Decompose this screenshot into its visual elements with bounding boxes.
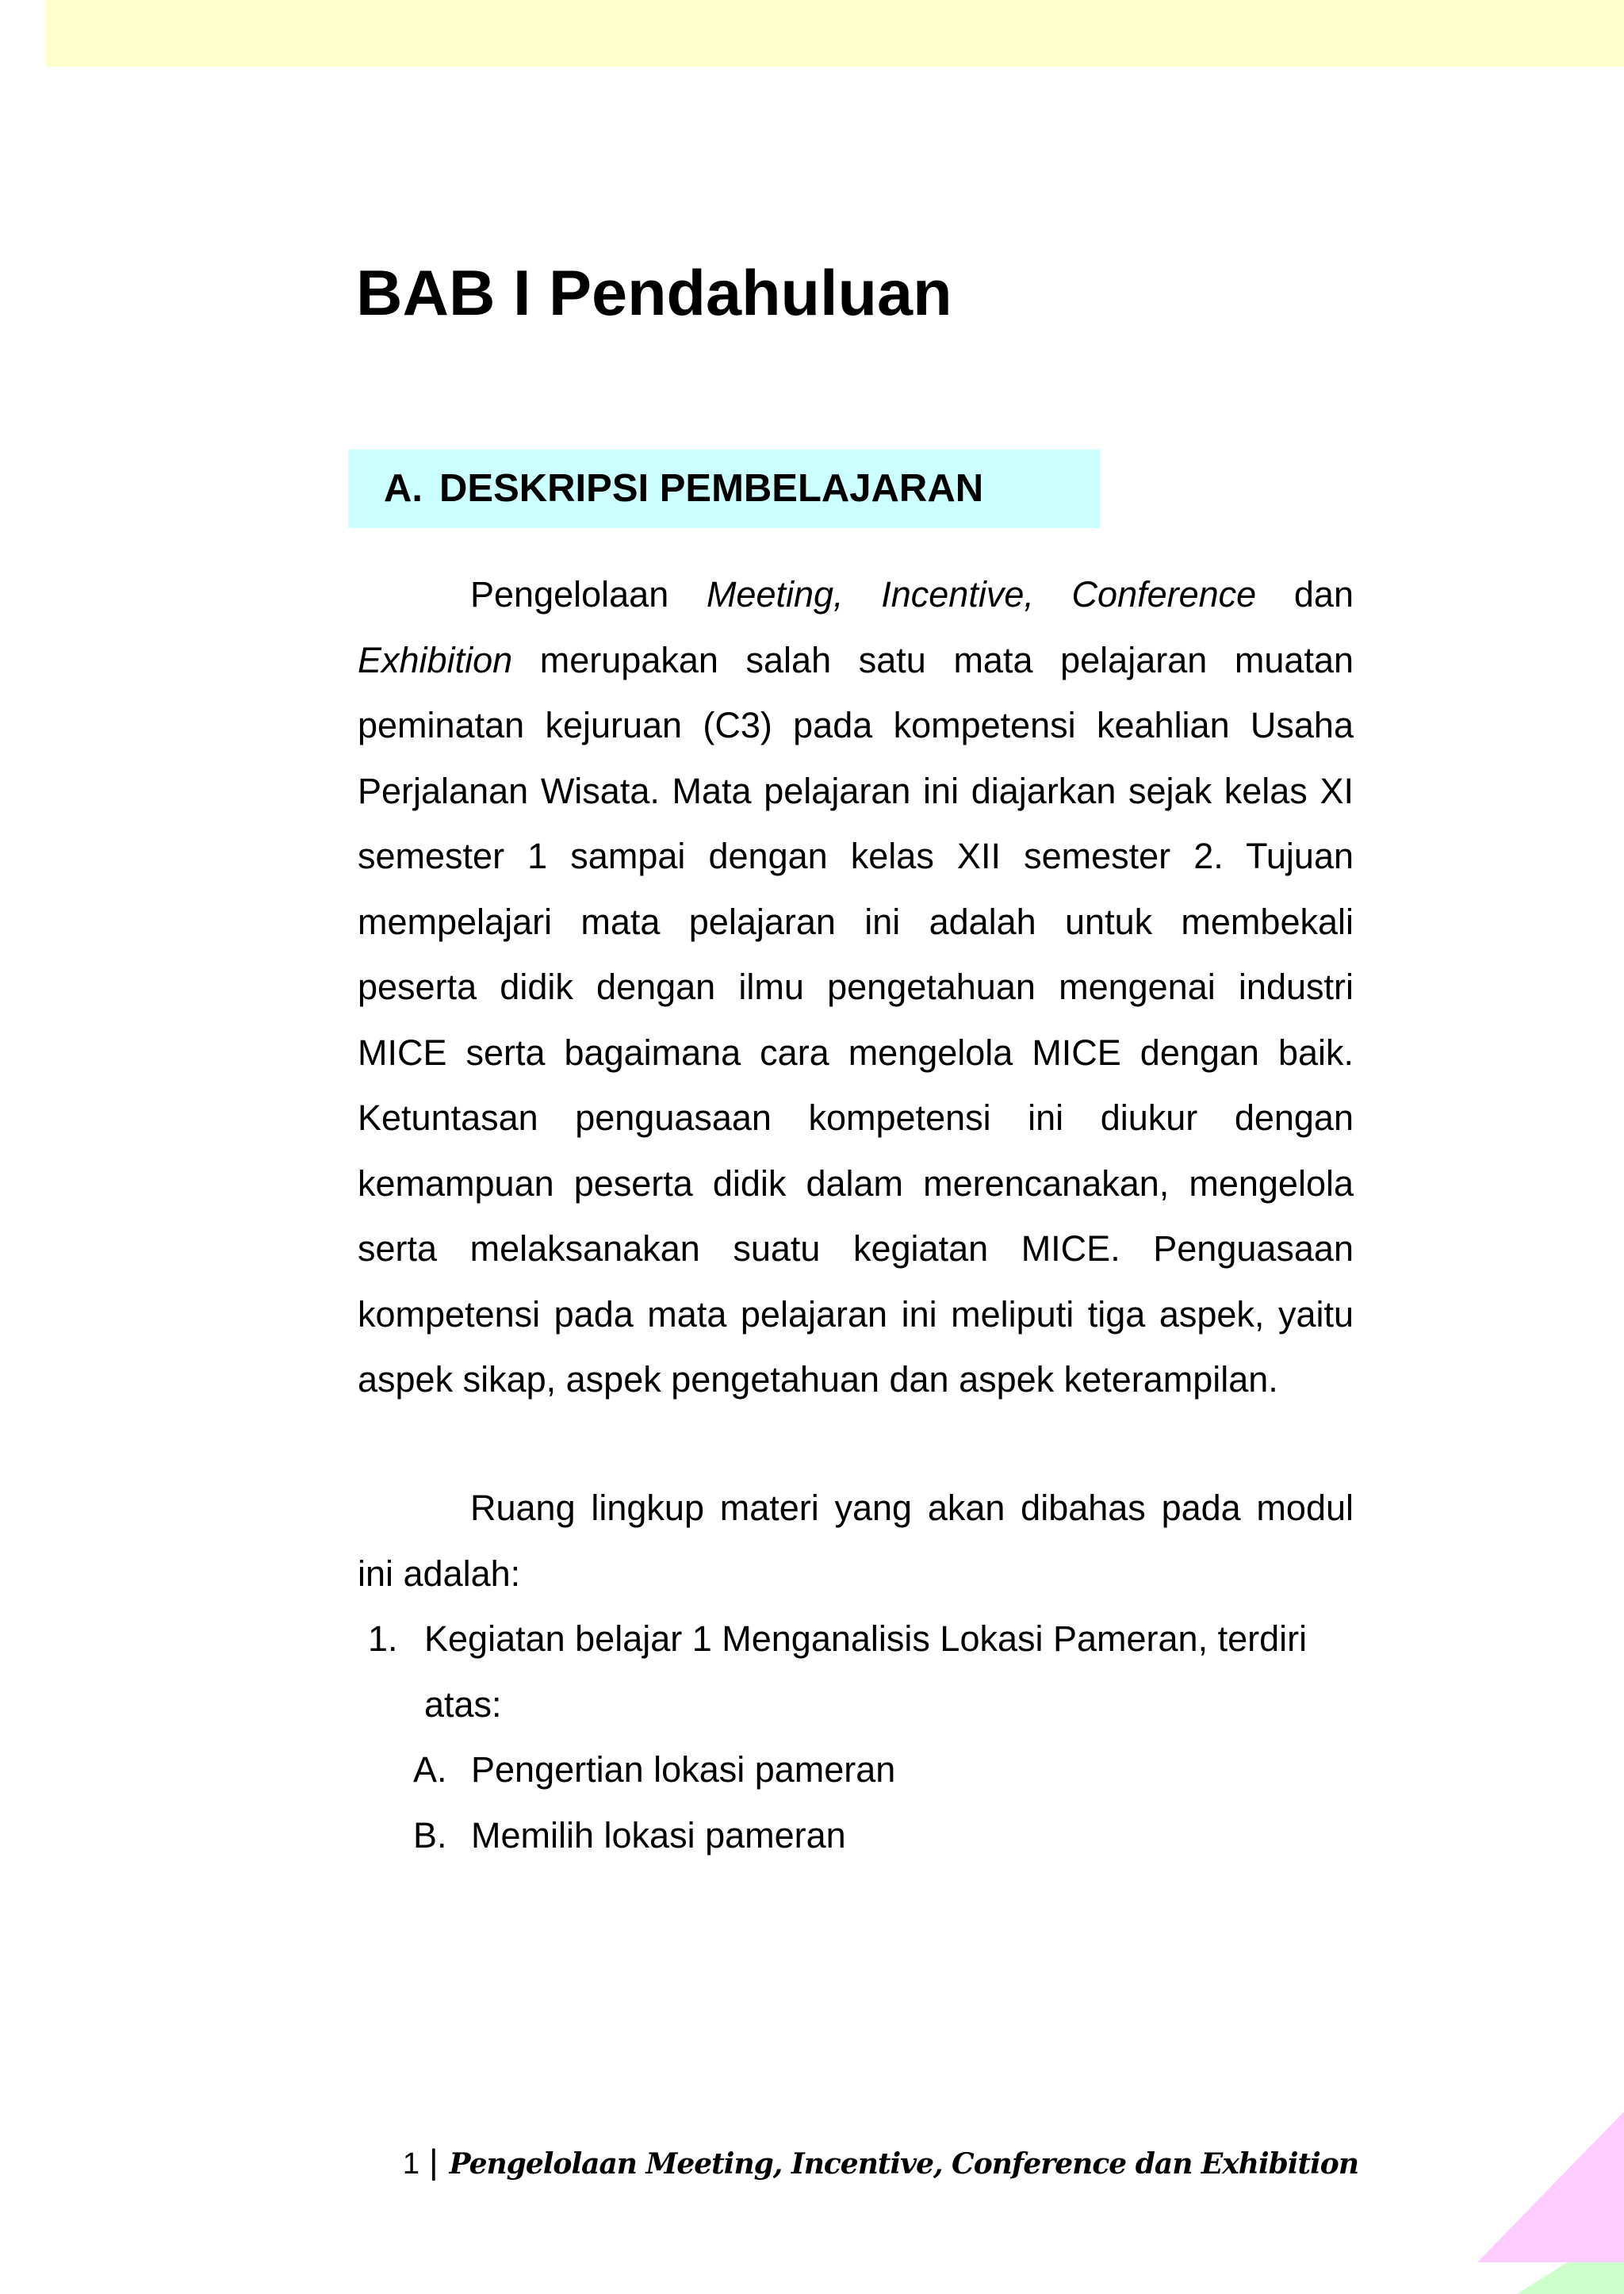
footer-title: Pengelolaan Meeting, Incentive, Conference dan Exhibition <box>449 2147 1358 2181</box>
pink-triangle-shape <box>1477 2112 1624 2262</box>
italic-terms: Meeting, Incentive, Conference <box>706 574 1257 615</box>
section-letter: A. <box>384 467 423 510</box>
sub-list-item <box>413 1737 1354 1803</box>
sub-list-item-text: Pengertian lokasi pameran <box>471 1749 896 1790</box>
sub-list-item-marker: A. <box>413 1749 447 1790</box>
sub-list-item-text: Memilih lokasi pameran <box>471 1815 846 1855</box>
top-color-band <box>46 0 1624 67</box>
section-heading <box>348 450 983 528</box>
chapter-title: BAB I Pendahuluan <box>356 258 952 329</box>
scope-paragraph: Ruang lingkup materi yang akan dibahas pada modul ini adalah: <box>358 1488 1354 1594</box>
list-item <box>368 1607 1354 1737</box>
section-heading-box <box>348 450 1100 528</box>
list-item-text: Kegiatan belajar 1 Menganalisis Lokasi Pameran, terdiri atas: <box>424 1618 1308 1725</box>
page-number: 1 <box>402 2147 420 2181</box>
corner-triangle-decoration <box>1450 2112 1624 2294</box>
footer-separator: | <box>429 2143 439 2181</box>
sub-list-item-marker: B. <box>413 1815 447 1855</box>
section-title: DESKRIPSI PEMBELAJARAN <box>439 467 984 510</box>
description-paragraph <box>358 562 1354 1413</box>
italic-exhibition: Exhibition <box>358 639 513 680</box>
paragraph-intro: Pengelolaan <box>470 574 707 615</box>
sub-list-item <box>413 1803 1354 1869</box>
list-item-marker: 1. <box>368 1618 398 1659</box>
paragraph-conjunction: dan <box>1256 574 1354 615</box>
paragraph-rest: merupakan salah satu mata pelajaran muatan peminatan kejuruan (C3) pada kompetensi keahlian Usaha Perjalanan Wisata. Mata pelajaran ini diajarkan sejak kelas XI semester 1 sampai dengan kelas XII semester 2. Tujuan mempelajari mata pelajaran ini adalah untuk membekali peserta didik dengan ilmu pengetahuan mengenai industri MICE serta bagaimana cara mengelola MICE dengan baik. Ketuntasan penguasaan kompetensi ini diukur dengan kemampuan peserta didik dalam merencanakan, mengelola serta melaksanakan suatu kegiatan MICE. Penguasaan kompetensi pada mata pelajaran ini meliputi tiga aspek, yaitu aspek sikap, aspek pengetahuan dan aspek keterampilan. <box>358 639 1354 1400</box>
page-footer <box>403 2139 1358 2186</box>
